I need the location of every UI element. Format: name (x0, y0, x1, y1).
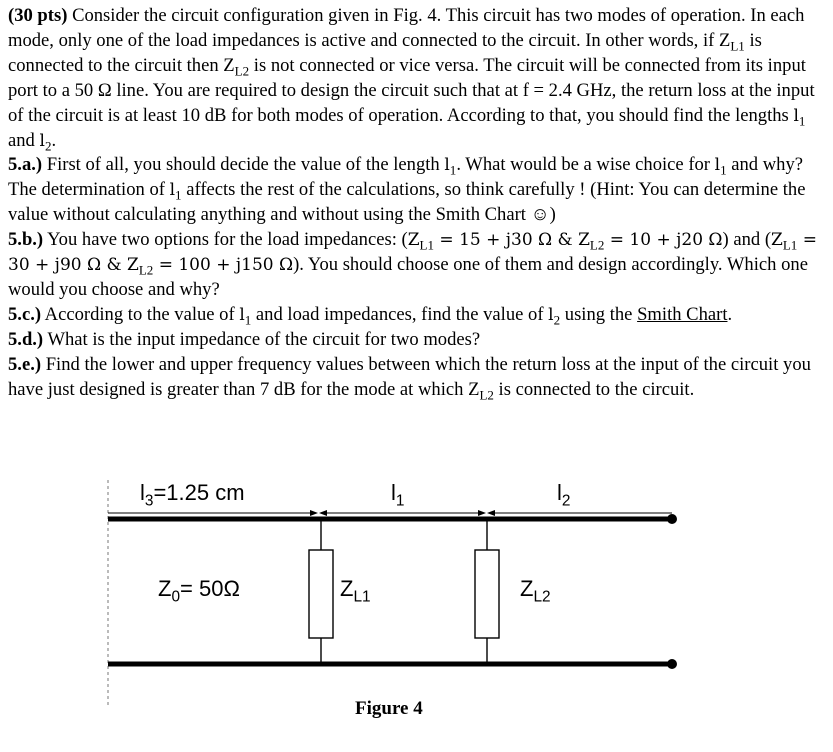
l3-length-label (140, 480, 245, 510)
part-c (8, 303, 830, 328)
intro-text: and (8, 129, 40, 151)
var-l: l (239, 304, 245, 325)
figure-caption: Figure 4 (355, 698, 423, 719)
var-l: l (793, 105, 799, 126)
part-text: . (727, 303, 733, 325)
problem-text (8, 4, 830, 403)
zl1-label (340, 576, 371, 606)
part-label: 5.a.) (8, 154, 43, 176)
part-text: First of all, you should decide the value of the length (42, 154, 445, 176)
l1-sub: 1 (395, 492, 405, 510)
l2-length-label (557, 480, 571, 510)
arrow-l1-left (319, 510, 327, 516)
impedance-value: = 15 + j30 Ω & (434, 230, 579, 251)
var-z: Z (578, 230, 590, 251)
part-text: using the (560, 303, 638, 325)
intro-text: . (51, 129, 57, 151)
part-b (8, 228, 830, 303)
zl2-sub: L2 (533, 588, 551, 606)
part-text: and why? The determination of (8, 154, 804, 201)
impedance-value: = 100 + j150 Ω (153, 255, 294, 276)
intro-text: is not connected or vice versa. The circuit will be connected from its input port to a 50 Ω line. You are required to design the circuit such that at f = 2.4 GHz, the return loss at the input of the circuit is at least 10 dB for both modes of operation. According to that, you should find the lengths (8, 54, 815, 126)
part-text: . What would be a wise choice for (456, 154, 715, 176)
var-sub: 1 (449, 163, 457, 179)
smith-chart-link[interactable]: Smith Chart (637, 303, 728, 325)
l1-letter: l (391, 480, 396, 505)
zl2-resistor (475, 550, 499, 638)
zl2-label (520, 576, 551, 606)
intro-sub: L1 (730, 38, 745, 54)
var-sub: L2 (479, 387, 494, 403)
points-header: (30 pts) (8, 5, 68, 26)
var-sub: 2 (553, 312, 561, 328)
part-text: ) and ( (722, 229, 772, 251)
part-label: 5.c.) (8, 303, 42, 325)
var-l: l (548, 304, 554, 325)
var-z: Z (127, 255, 139, 276)
zl1-sub: L1 (353, 588, 371, 606)
var-sub: 1 (244, 312, 252, 328)
l1-length-label (391, 480, 405, 510)
part-d (8, 328, 830, 353)
part-e (8, 353, 830, 403)
problem-intro (8, 4, 830, 153)
top-terminal (667, 514, 677, 524)
l3-letter: l (140, 480, 145, 505)
var-l: l (444, 155, 450, 176)
impedance-value: = 10 + j20 Ω (604, 230, 723, 251)
part-text: ). You should choose one of them and design accordingly. Which one would you choose and why? (8, 254, 808, 300)
part-label: 5.b.) (8, 229, 44, 251)
var-sub: L2 (589, 237, 605, 253)
z0-letter: Z (158, 576, 172, 601)
l2-letter: l (557, 480, 562, 505)
part-text: affects the rest of the calculations, so think carefully ! (Hint: You can determine the value without calculating anything and without using the Smith Chart ☺) (8, 179, 806, 226)
l3-value: =1.25 cm (153, 480, 245, 505)
intro-text: Consider the circuit configuration given in Fig. 4. This circuit has two modes of operation. In each mode, only one of the load impedances is active and connected to the circuit. In other words, if Z (8, 5, 805, 51)
part-label: 5.e.) (8, 353, 42, 375)
part-text: According to the value of (41, 303, 240, 325)
var-sub: 2 (44, 138, 52, 154)
var-sub: 1 (175, 188, 182, 204)
circuit-figure (0, 440, 833, 752)
impedance-value: = 30 + j90 Ω & (8, 230, 817, 276)
zl2-letter: Z (520, 576, 534, 601)
var-sub: L1 (782, 237, 798, 253)
var-l: l (39, 130, 45, 151)
part-text: What is the input impedance of the circuit for two modes? (43, 328, 481, 350)
arrow-l1-right (478, 510, 486, 516)
arrow-l2-left (487, 510, 495, 516)
part-text: Find the lower and upper frequency values between which the return loss at the input of the circuit you have just designed is greater than 7 dB for the mode at which Z (8, 353, 811, 400)
part-a (8, 153, 830, 228)
var-z: Z (771, 230, 783, 251)
zl1-letter: Z (340, 576, 354, 601)
l3-sub: 3 (144, 492, 154, 510)
z0-value: = 50Ω (180, 576, 240, 601)
l2-sub: 2 (561, 492, 571, 510)
intro-text: is connected to the circuit then Z (8, 29, 762, 76)
var-sub: 1 (798, 113, 806, 129)
z0-label (158, 576, 240, 606)
var-sub: L2 (138, 262, 154, 278)
arrow-l3-right (310, 510, 318, 516)
bottom-terminal (667, 659, 677, 669)
var-sub: 1 (720, 163, 727, 179)
var-sub: L1 (419, 237, 435, 253)
var-z: Z (407, 230, 420, 251)
var-l: l (169, 180, 176, 201)
part-text: and load impedances, find the value of (251, 303, 549, 325)
part-label: 5.d.) (8, 328, 44, 350)
intro-sub: L2 (234, 63, 250, 79)
z0-sub: 0 (171, 588, 181, 606)
part-text: is connected to the circuit. (493, 378, 695, 400)
var-l: l (714, 155, 721, 176)
part-text: You have two options for the load impedances: ( (43, 229, 408, 251)
zl1-resistor (309, 550, 333, 638)
